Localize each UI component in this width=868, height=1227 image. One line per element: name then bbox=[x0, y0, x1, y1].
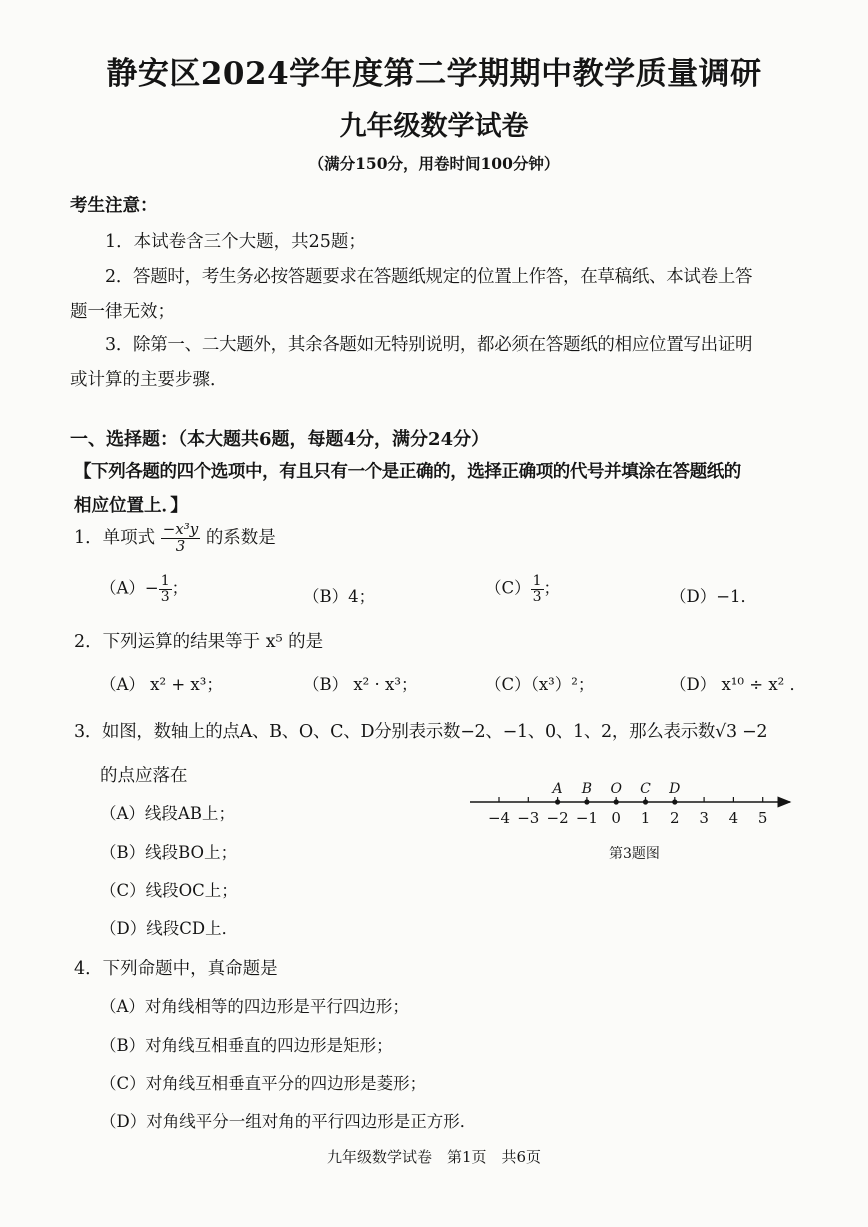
number-line-point-label: O bbox=[610, 781, 622, 797]
q1-c-fraction bbox=[531, 574, 544, 604]
notice-item-2b: 题一律无效； bbox=[70, 302, 175, 322]
exam-meta: （满分150分，用卷时间100分钟） bbox=[308, 154, 560, 173]
notice-item-3a: 3．除第一、二大题外，其余各题如无特别说明，都必须在答题纸的相应位置写出证明 bbox=[105, 335, 753, 355]
q1-frac-num: −x³y bbox=[162, 520, 199, 538]
q4-option-b: （B）对角线互相垂直的四边形是矩形； bbox=[100, 1036, 393, 1055]
q2-option-c: （C）（x³）²； bbox=[485, 675, 595, 694]
q1-option-b: （B）4； bbox=[303, 587, 376, 606]
question-1-stem bbox=[74, 522, 276, 555]
q2-option-b: （B） x² · x³； bbox=[303, 675, 418, 694]
number-line-point bbox=[643, 799, 648, 804]
number-line-tick-label: 1 bbox=[640, 809, 651, 827]
number-line-point-label: C bbox=[640, 781, 651, 797]
notice-item-2a: 2．答题时，考生务必按答题要求在答题纸规定的位置上作答，在草稿纸、本试卷上答 bbox=[105, 267, 753, 287]
figure-caption: 第3题图 bbox=[609, 846, 660, 862]
q1-option-c bbox=[485, 574, 560, 604]
section-instruction-a: 【下列各题的四个选项中，有且只有一个是正确的，选择正确项的代号并填涂在答题纸的 bbox=[74, 462, 741, 482]
notice-item-1: 1．本试卷含三个大题，共25题； bbox=[105, 232, 366, 252]
q4-option-a: （A）对角线相等的四边形是平行四边形； bbox=[100, 997, 409, 1016]
number-line-point-label: B bbox=[581, 781, 593, 797]
q1-suffix: 的系数是 bbox=[205, 527, 276, 548]
q1-option-d: （D）−1． bbox=[670, 587, 758, 606]
q3-option-d: （D）线段CD上． bbox=[100, 919, 239, 938]
q1-c-label: （C） bbox=[485, 578, 531, 598]
number-line-tick-label: −1 bbox=[575, 809, 598, 827]
q2-option-d: （D） x¹⁰ ÷ x² ． bbox=[670, 675, 806, 694]
number-line-tick-label: −4 bbox=[487, 809, 511, 827]
q1-option-a bbox=[100, 574, 188, 604]
notice-heading: 考生注意： bbox=[70, 196, 158, 216]
number-line-point bbox=[584, 799, 589, 804]
q1-a-semicolon: ； bbox=[171, 578, 189, 598]
number-line-point bbox=[614, 799, 619, 804]
question-4-stem: 4．下列命题中，真命题是 bbox=[74, 959, 278, 979]
q1-a-num: 1 bbox=[160, 573, 170, 589]
q3-option-a: （A）线段AB上； bbox=[100, 804, 235, 823]
section-instruction-b: 相应位置上．】 bbox=[74, 496, 188, 516]
number-line-points bbox=[551, 781, 681, 805]
q1-a-den: 3 bbox=[160, 588, 170, 605]
number-line-point-label: D bbox=[669, 781, 681, 797]
number-line-point bbox=[555, 799, 560, 804]
question-3-stem-2: 的点应落在 bbox=[100, 766, 188, 786]
q1-a-sign: − bbox=[144, 578, 159, 598]
number-line-point-label: A bbox=[552, 781, 563, 797]
number-line-tick-label: −3 bbox=[517, 809, 540, 827]
q1-a-label: （A） bbox=[100, 578, 145, 598]
q1-frac-den: 3 bbox=[175, 536, 186, 555]
number-line-tick-label: 0 bbox=[611, 809, 621, 827]
notice-item-3b: 或计算的主要步骤． bbox=[70, 370, 228, 390]
q3-option-b: （B）线段BO上； bbox=[100, 843, 238, 862]
q2-option-a: （A） x² + x³； bbox=[100, 675, 223, 694]
question-2-stem: 2．下列运算的结果等于 x⁵ 的是 bbox=[74, 632, 324, 652]
q1-c-den: 3 bbox=[532, 588, 542, 605]
q1-a-fraction bbox=[159, 574, 172, 604]
number-line-point bbox=[672, 799, 677, 804]
q1-prefix: 1．单项式 bbox=[74, 527, 156, 548]
q4-option-c: （C）对角线互相垂直平分的四边形是菱形； bbox=[100, 1074, 427, 1093]
number-line-tick-label: 4 bbox=[728, 809, 739, 827]
number-line-tick-label: 5 bbox=[757, 809, 768, 827]
q1-monomial-fraction bbox=[161, 522, 201, 555]
question-3-stem: 3．如图，数轴上的点A、B、O、C、D分别表示数−2、−1、0、1、2，那么表示数√3 −2 bbox=[74, 722, 768, 742]
page-footer: 九年级数学试卷 第1页 共6页 bbox=[326, 1148, 542, 1166]
number-line-tick-label: −2 bbox=[546, 809, 569, 827]
q4-option-d: （D）对角线平分一组对角的平行四边形是正方形． bbox=[100, 1112, 477, 1131]
number-line-figure bbox=[466, 774, 798, 834]
number-line-tick-label: 3 bbox=[699, 809, 709, 827]
section-heading: 一、选择题：（本大题共6题，每题4分，满分24分） bbox=[70, 429, 490, 450]
number-line-tick-labels bbox=[488, 809, 768, 827]
number-line-ticks bbox=[499, 797, 763, 802]
q1-c-semicolon: ； bbox=[543, 578, 561, 598]
q1-c-num: 1 bbox=[532, 573, 542, 589]
exam-title: 静安区2024学年度第二学期期中教学质量调研 bbox=[106, 56, 762, 92]
exam-subtitle: 九年级数学试卷 bbox=[339, 111, 529, 142]
q3-option-c: （C）线段OC上； bbox=[100, 881, 238, 900]
number-line-tick-label: 2 bbox=[670, 809, 680, 827]
